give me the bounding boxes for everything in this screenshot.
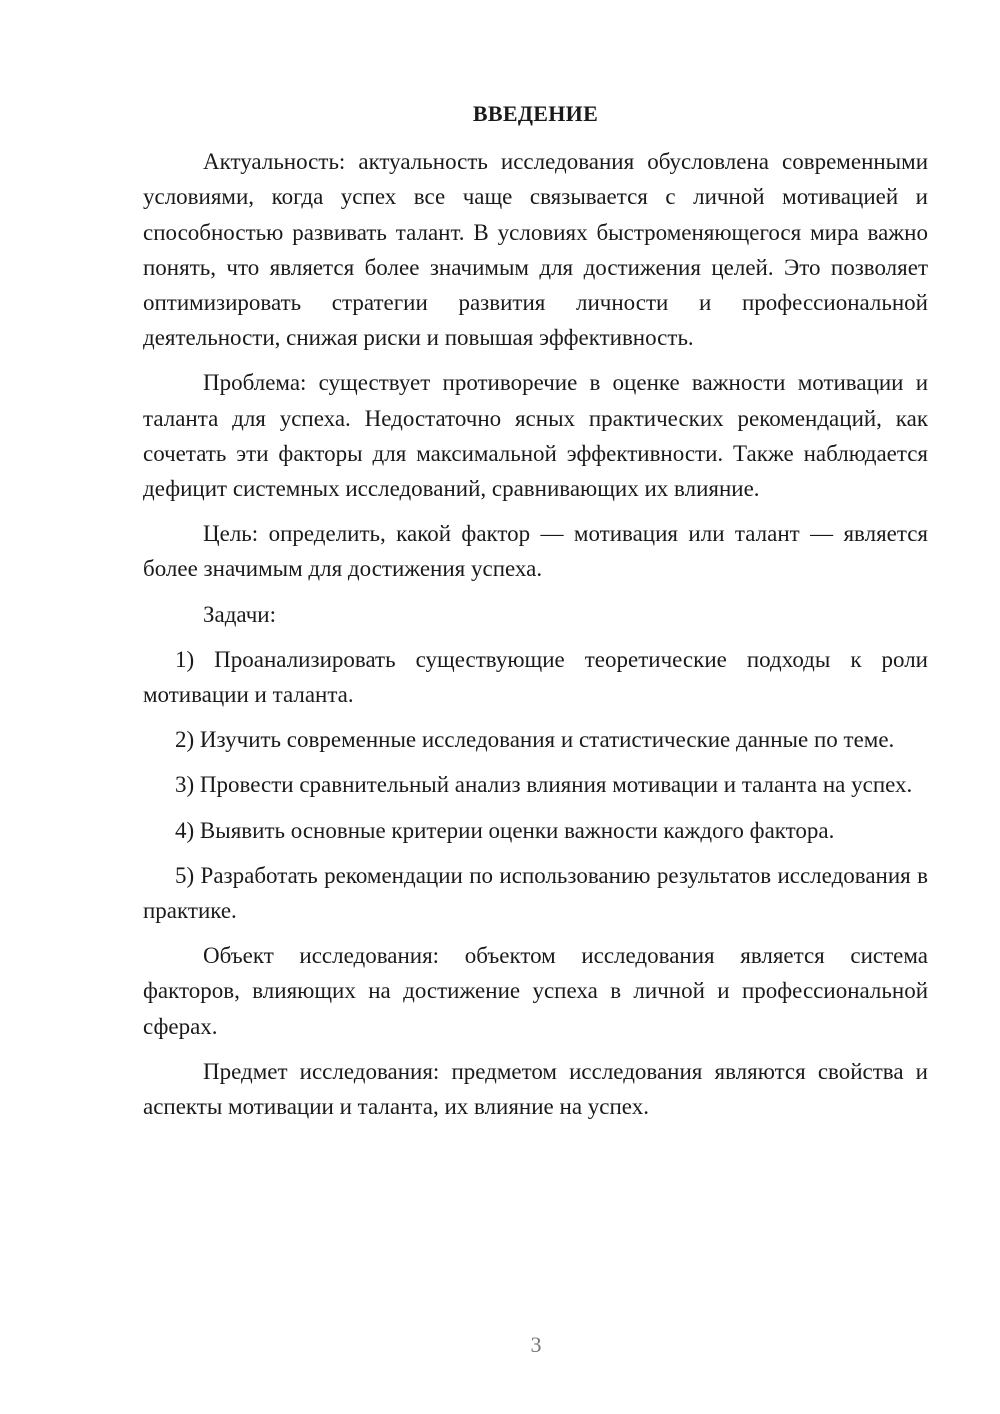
task-item-2: 2) Изучить современные исследования и статистические данные по теме. — [175, 727, 895, 753]
paragraph-object: Объект исследования: объектом исследования является система факторов, влияющих на достижение успеха в личной и профессиональной сферах. — [143, 943, 928, 1039]
paragraph-subject: Предмет исследования: предметом исследования являются свойства и аспекты мотивации и таланта, их влияние на успех. — [143, 1058, 928, 1120]
paragraph-goal: Цель: определить, какой фактор — мотивация или талант — является более значимым для достижения успеха. — [143, 521, 928, 582]
paragraph-relevance: Актуальность: актуальность исследования обусловлена современными условиями, когда успех все чаще связывается с личной мотивацией и способностью развивать талант. В условиях быстроменяющегося мира важно понять, что является более значимым для достижения целей. Это позволяет оптимизировать стратегии развития личности и профессиональной деятельности, снижая риски и повышая эффективность. — [143, 149, 928, 351]
task-item-4: 4) Выявить основные критерии оценки важности каждого фактора. — [175, 817, 835, 843]
task-item-5: 5) Разработать рекомендации по использованию результатов исследования в практике. — [143, 862, 928, 924]
paragraph-problem: Проблема: существует противоречие в оценке важности мотивации и таланта для успеха. Недостаточно ясных практических рекомендаций, как сочетать эти факторы для максимальной эффективности. Также наблюдается дефицит системных исследований, сравнивающих их влияние. — [143, 370, 928, 502]
section-title: ВВЕДЕНИЕ — [472, 101, 599, 126]
tasks-heading: Задачи: — [203, 601, 276, 627]
document-page — [143, 96, 928, 1134]
page-number: 3 — [530, 1332, 542, 1357]
task-item-1: 1) Проанализировать существующие теоретические подходы к роли мотивации и таланта. — [143, 646, 928, 708]
task-item-3: 3) Провести сравнительный анализ влияния мотивации и таланта на успех. — [175, 772, 913, 798]
